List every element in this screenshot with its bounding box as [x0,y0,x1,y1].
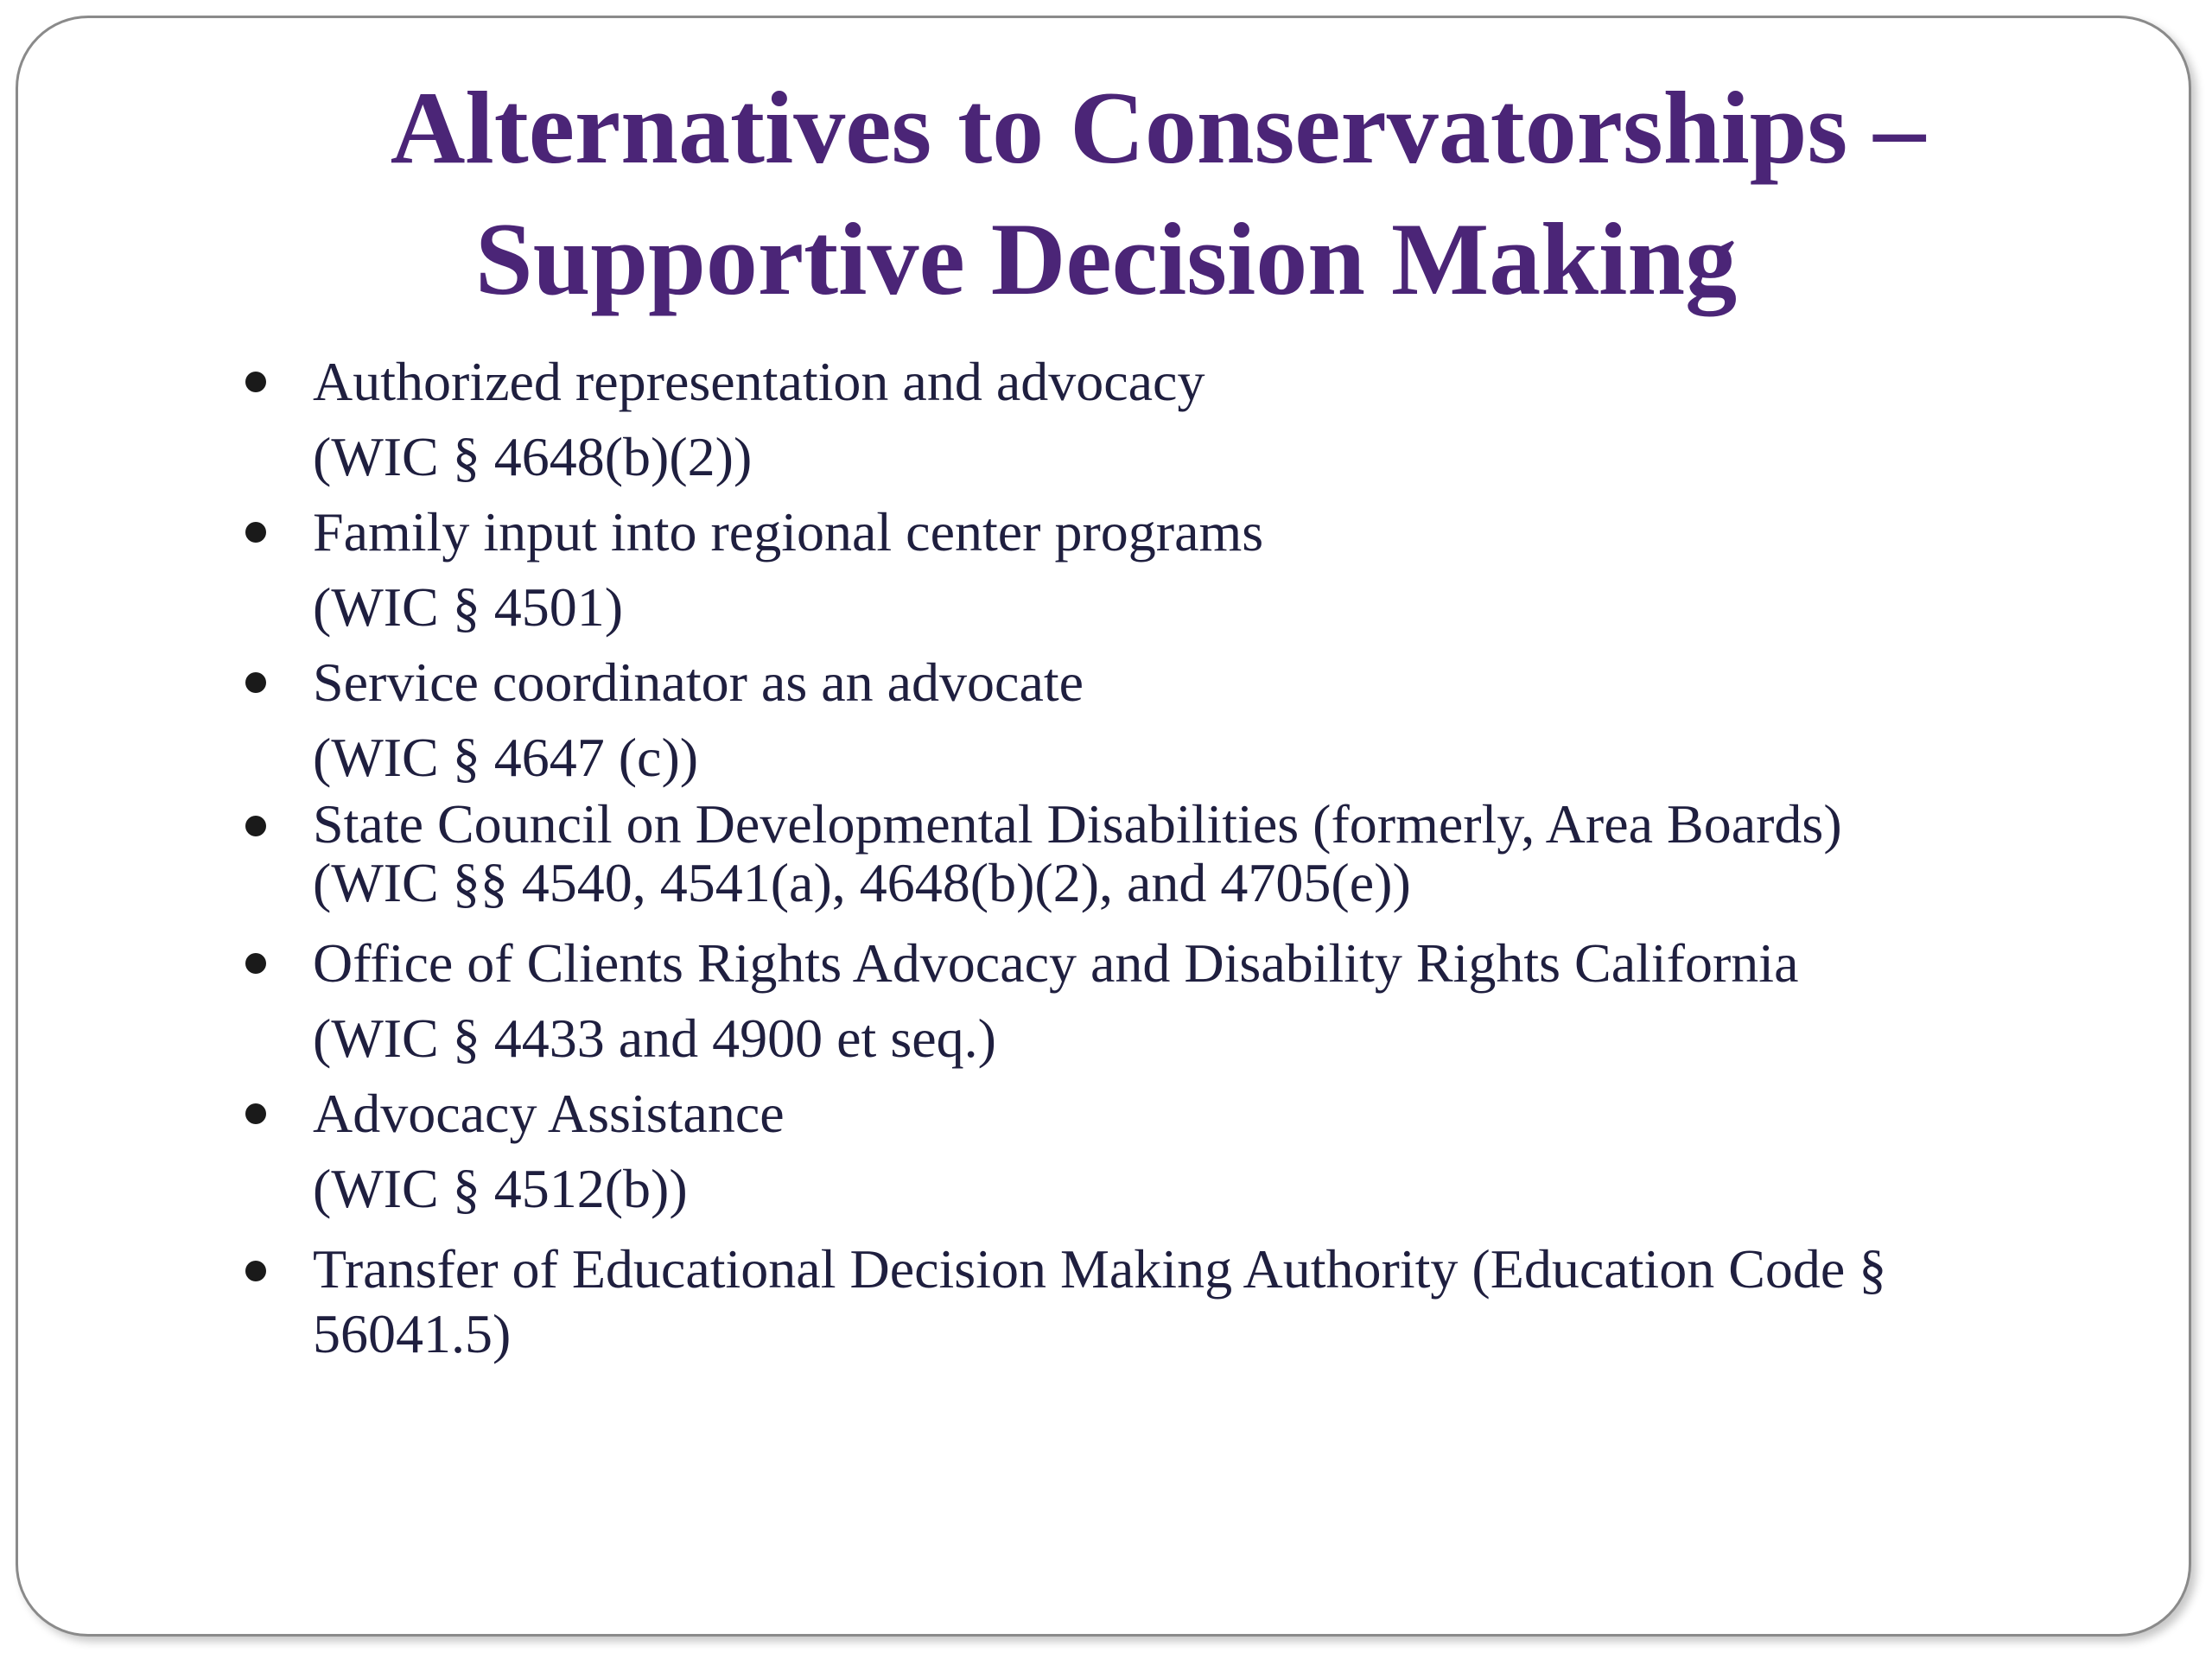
bullet-item-authorized-representation [242,344,2056,494]
bullet-citation: (WIC §§ 4540, 4541(a), 4648(b)(2), and 4705(e)) [313,852,1411,913]
bullet-icon [245,816,266,836]
bullet-citation: 56041.5) [313,1303,512,1364]
bullet-icon [245,672,266,693]
slide-title-line-2: Supportive Decision Making [474,201,1738,316]
bullet-item-service-coordinator [242,645,2056,795]
bullet-text: Transfer of Educational Decision Making Authority (Education Code § [313,1238,1887,1300]
bullet-item-advocacy-assistance [242,1076,2056,1226]
slide-title-line-1: Alternatives to Conservatorships – [390,70,1926,185]
bullet-icon [245,372,266,392]
bullet-text: Advocacy Assistance [313,1083,785,1144]
slide-title [0,62,2212,325]
bullet-text: Service coordinator as an advocate [313,652,1084,713]
bullet-citation: (WIC § 4648(b)(2)) [313,426,753,487]
bullet-citation: (WIC § 4647 (c)) [313,727,699,788]
bullet-item-educational-decision-making [242,1236,2056,1366]
bullet-list [242,344,2056,1366]
bullet-citation: (WIC § 4512(b)) [313,1158,688,1219]
bullet-icon [245,522,266,543]
bullet-text: Office of Clients Rights Advocacy and Disability Rights California [313,932,1799,994]
bullet-icon [245,1103,266,1124]
bullet-text: Authorized representation and advocacy [313,351,1205,412]
bullet-citation: (WIC § 4433 and 4900 et seq.) [313,1007,996,1069]
bullet-item-family-input [242,494,2056,645]
bullet-item-state-council [242,795,2056,912]
bullet-text: Family input into regional center programs [313,501,1264,563]
bullet-text: State Council on Developmental Disabilities (formerly, Area Boards) [313,793,1842,855]
bullet-icon [245,1261,266,1281]
bullet-item-clients-rights-advocacy [242,925,2056,1076]
bullet-citation: (WIC § 4501) [313,576,624,638]
bullet-icon [245,953,266,974]
